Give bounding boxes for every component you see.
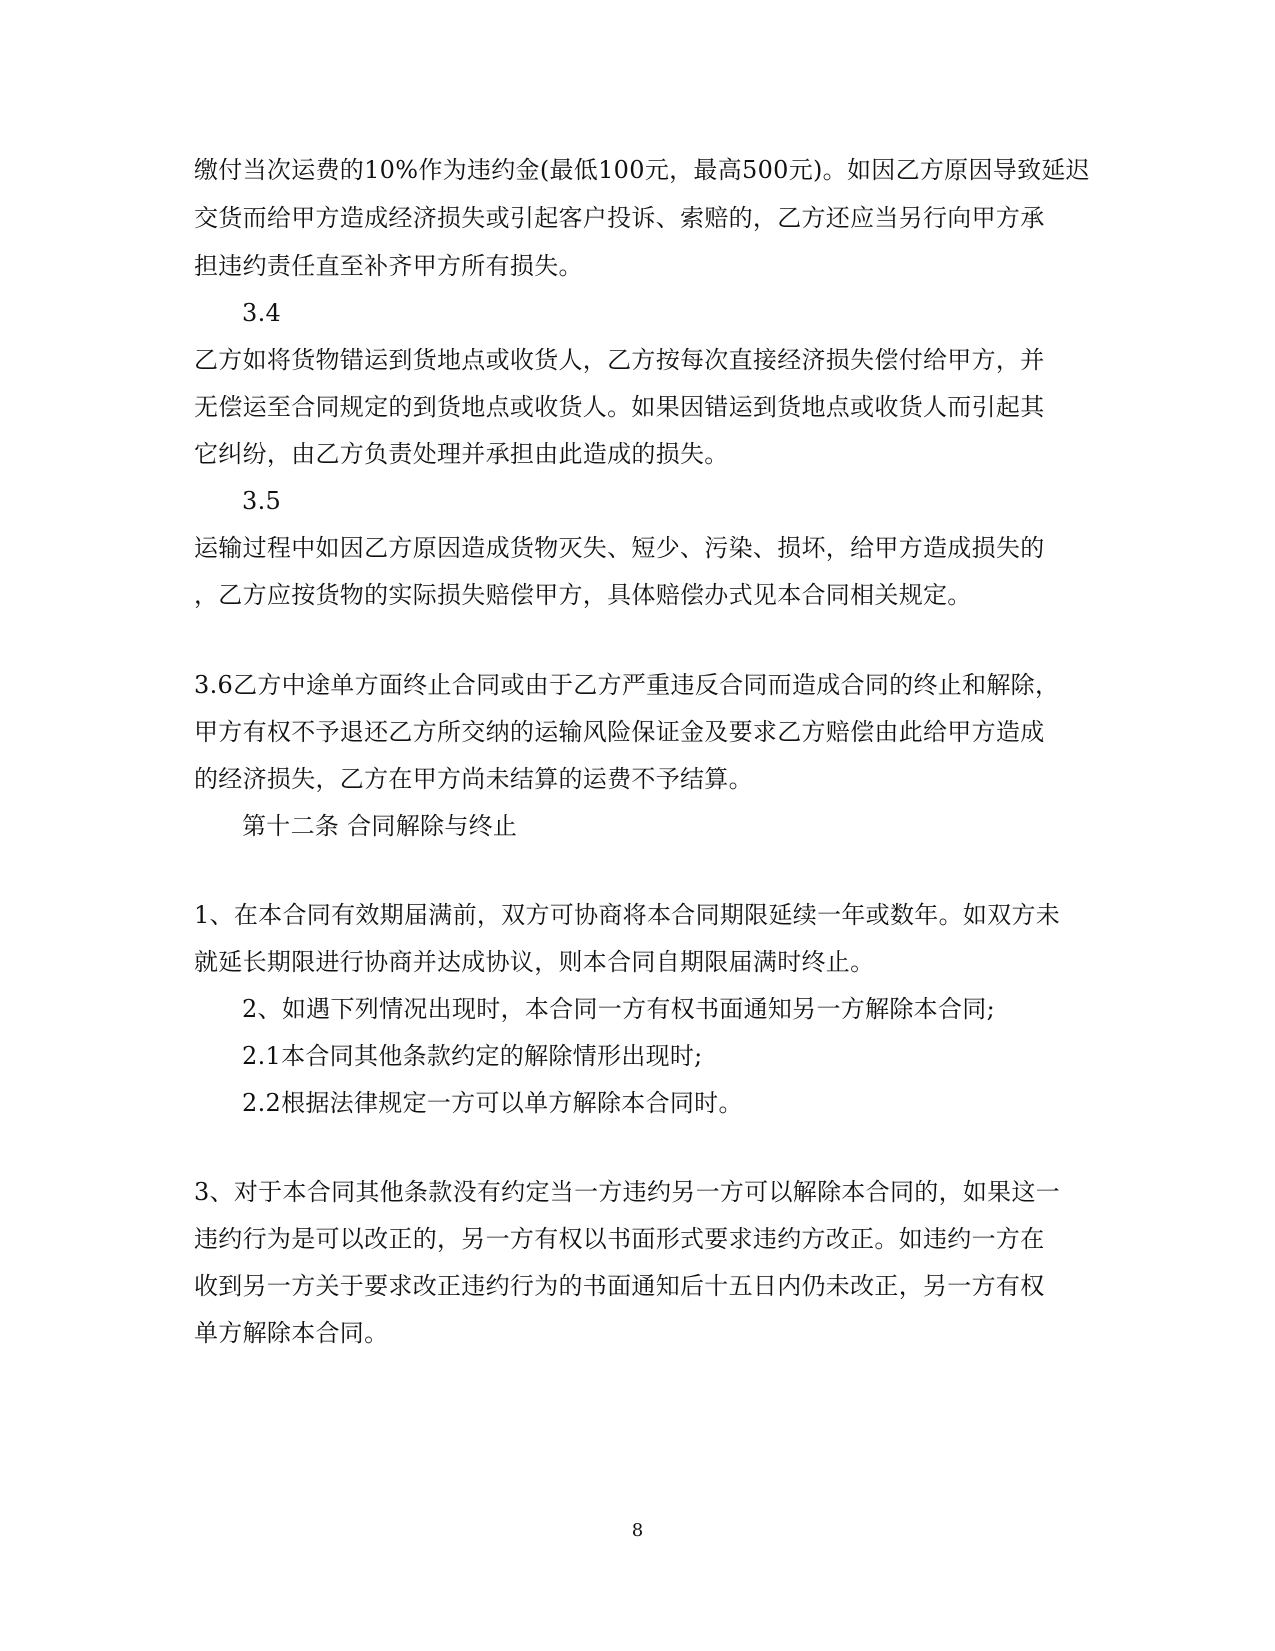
text-line: 1、在本合同有效期届满前，双方可协商将本合同期限延续一年或数年。如双方未 [194, 901, 1061, 929]
text-line: 2、如遇下列情况出现时，本合同一方有权书面通知另一方解除本合同; [242, 995, 995, 1023]
text-line: 单方解除本合同。 [194, 1319, 389, 1347]
text-line: 收到另一方关于要求改正违约行为的书面通知后十五日内仍未改正，另一方有权 [194, 1272, 1045, 1300]
text-line: 担违约责任直至补齐甲方所有损失。 [194, 252, 583, 280]
text-line: 无偿运至合同规定的到货地点或收货人。如果因错运到货地点或收货人而引起其 [194, 393, 1045, 421]
text-line: 乙方如将货物错运到货地点或收货人，乙方按每次直接经济损失偿付给甲方，并 [194, 346, 1045, 374]
text-line: 交货而给甲方造成经济损失或引起客户投诉、索赔的，乙方还应当另行向甲方承 [194, 204, 1045, 232]
text-line: 违约行为是可以改正的，另一方有权以书面形式要求违约方改正。如违约一方在 [194, 1225, 1045, 1253]
clause-number: 3.4 [242, 299, 282, 327]
clause-number: 3.5 [242, 487, 282, 515]
text-line: 2.1本合同其他条款约定的解除情形出现时; [242, 1042, 703, 1070]
text-line: 就延长期限进行协商并达成协议，则本合同自期限届满时终止。 [194, 948, 875, 976]
text-line: 2.2根据法律规定一方可以单方解除本合同时。 [242, 1089, 743, 1117]
page-number: 8 [631, 1520, 644, 1541]
text-line: 它纠纷，由乙方负责处理并承担由此造成的损失。 [194, 440, 729, 468]
text-line: ，乙方应按货物的实际损失赔偿甲方，具体赔偿办式见本合同相关规定。 [194, 581, 972, 609]
text-line: 3.6乙方中途单方面终止合同或由于乙方严重违反合同而造成合同的终止和解除， [194, 671, 1060, 699]
text-line: 缴付当次运费的10%作为违约金(最低100元，最高500元)。如因乙方原因导致延迟 [194, 156, 1090, 184]
text-line: 3、对于本合同其他条款没有约定当一方违约另一方可以解除本合同的，如果这一 [194, 1178, 1061, 1206]
text-line: 运输过程中如因乙方原因造成货物灭失、短少、污染、损坏，给甲方造成损失的 [194, 534, 1045, 562]
text-line: 的经济损失，乙方在甲方尚未结算的运费不予结算。 [194, 765, 753, 793]
text-line: 甲方有权不予退还乙方所交纳的运输风险保证金及要求乙方赔偿由此给甲方造成 [194, 718, 1045, 746]
section-heading: 第十二条 合同解除与终止 [242, 812, 518, 840]
